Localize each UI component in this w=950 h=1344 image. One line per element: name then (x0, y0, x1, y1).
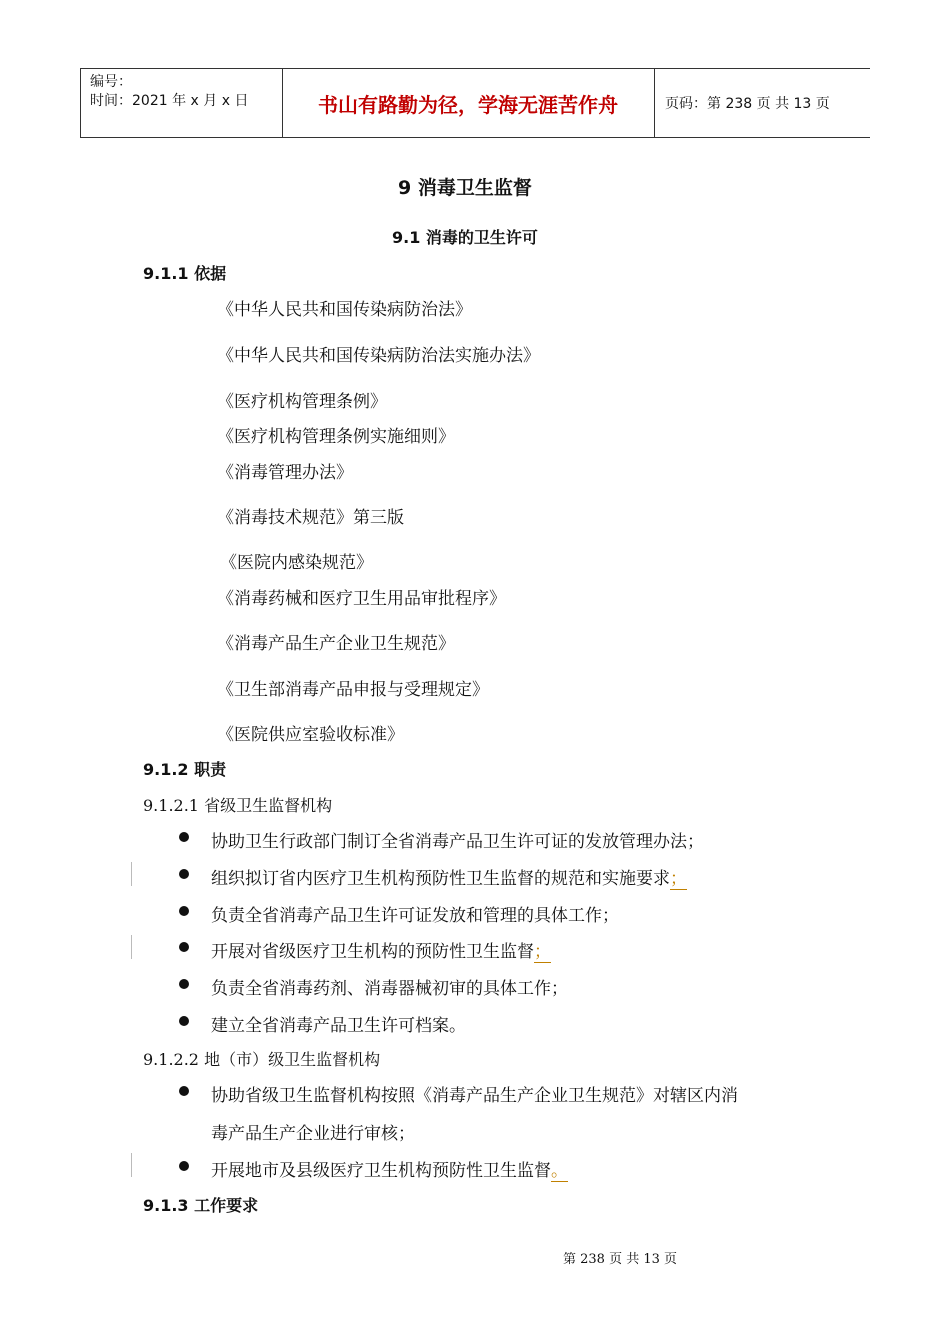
bullet-dot (179, 869, 189, 879)
time-line: 时间：2021 年 x 月 x 日 (90, 93, 249, 109)
section-9-1-2-heading: 9.1.2 职责 (143, 760, 227, 779)
header-page-info: 页码：第 238 页 共 13 页 (665, 96, 830, 112)
bullet-dot (179, 832, 189, 842)
basis-item: 《中华人民共和国传染病防治法实施办法》 (217, 346, 540, 366)
duty-item-continuation: 毒产品生产企业进行审核； (211, 1124, 415, 1144)
duty-text: 开展地市及县级医疗卫生机构预防性卫生监督 (211, 1161, 551, 1181)
page-header (80, 68, 870, 138)
basis-item: 《消毒管理办法》 (217, 463, 353, 483)
duty-item: 负责全省消毒药剂、消毒器械初审的具体工作； (211, 979, 568, 999)
revision-underline: 。 (551, 1161, 568, 1181)
revision-underline: ； (670, 869, 687, 889)
basis-item: 《中华人民共和国传染病防治法》 (217, 300, 472, 320)
header-motto: 书山有路勤为径，学海无涯苦作舟 (318, 92, 618, 117)
page-footer: 第 238 页 共 13 页 (563, 1252, 678, 1267)
bullet-dot (179, 906, 189, 916)
section-9-1-1-heading: 9.1.1 依据 (143, 264, 227, 283)
duty-item (211, 864, 687, 889)
duty-item: 协助省级卫生监督机构按照《消毒产品生产企业卫生规范》对辖区内消 (211, 1086, 738, 1106)
bullet-dot (179, 942, 189, 952)
duty-item: 协助卫生行政部门制订全省消毒产品卫生许可证的发放管理办法； (211, 832, 704, 852)
header-divider-2 (654, 69, 655, 137)
revision-underline: ； (534, 942, 551, 962)
revision-mark (131, 862, 132, 886)
duty-text: 组织拟订省内医疗卫生机构预防性卫生监督的规范和实施要求 (211, 869, 670, 889)
duty-item: 负责全省消毒产品卫生许可证发放和管理的具体工作； (211, 906, 619, 926)
basis-item: 《医院供应室验收标准》 (217, 725, 404, 745)
subsection-9-1-2-1: 9.1.2.1 省级卫生监督机构 (143, 796, 333, 815)
revision-mark (131, 935, 132, 959)
bullet-dot (179, 1161, 189, 1171)
serial-label: 编号： (90, 74, 132, 90)
basis-item: 《消毒产品生产企业卫生规范》 (217, 634, 455, 654)
subsection-9-1-2-2: 9.1.2.2 地（市）级卫生监督机构 (143, 1050, 381, 1069)
basis-item: 《医院内感染规范》 (220, 553, 373, 573)
duty-item: 建立全省消毒产品卫生许可档案。 (211, 1016, 466, 1036)
basis-item: 《消毒药械和医疗卫生用品审批程序》 (217, 589, 506, 609)
bullet-dot (179, 979, 189, 989)
basis-item: 《医疗机构管理条例》 (217, 392, 387, 412)
section-9-1-heading: 9.1 消毒的卫生许可 (392, 228, 538, 247)
header-border-left (80, 69, 81, 137)
basis-item: 《卫生部消毒产品申报与受理规定》 (217, 680, 489, 700)
revision-mark (131, 1153, 132, 1177)
section-9-1-3-heading: 9.1.3 工作要求 (143, 1196, 259, 1215)
bullet-dot (179, 1086, 189, 1096)
duty-item (211, 937, 551, 962)
basis-item: 《消毒技术规范》第三版 (217, 508, 404, 528)
duty-text: 开展对省级医疗卫生机构的预防性卫生监督 (211, 942, 534, 962)
header-left-cell (90, 73, 248, 111)
bullet-dot (179, 1016, 189, 1026)
duty-item (211, 1156, 568, 1181)
chapter-title: 9 消毒卫生监督 (398, 177, 532, 199)
basis-item: 《医疗机构管理条例实施细则》 (217, 427, 455, 447)
